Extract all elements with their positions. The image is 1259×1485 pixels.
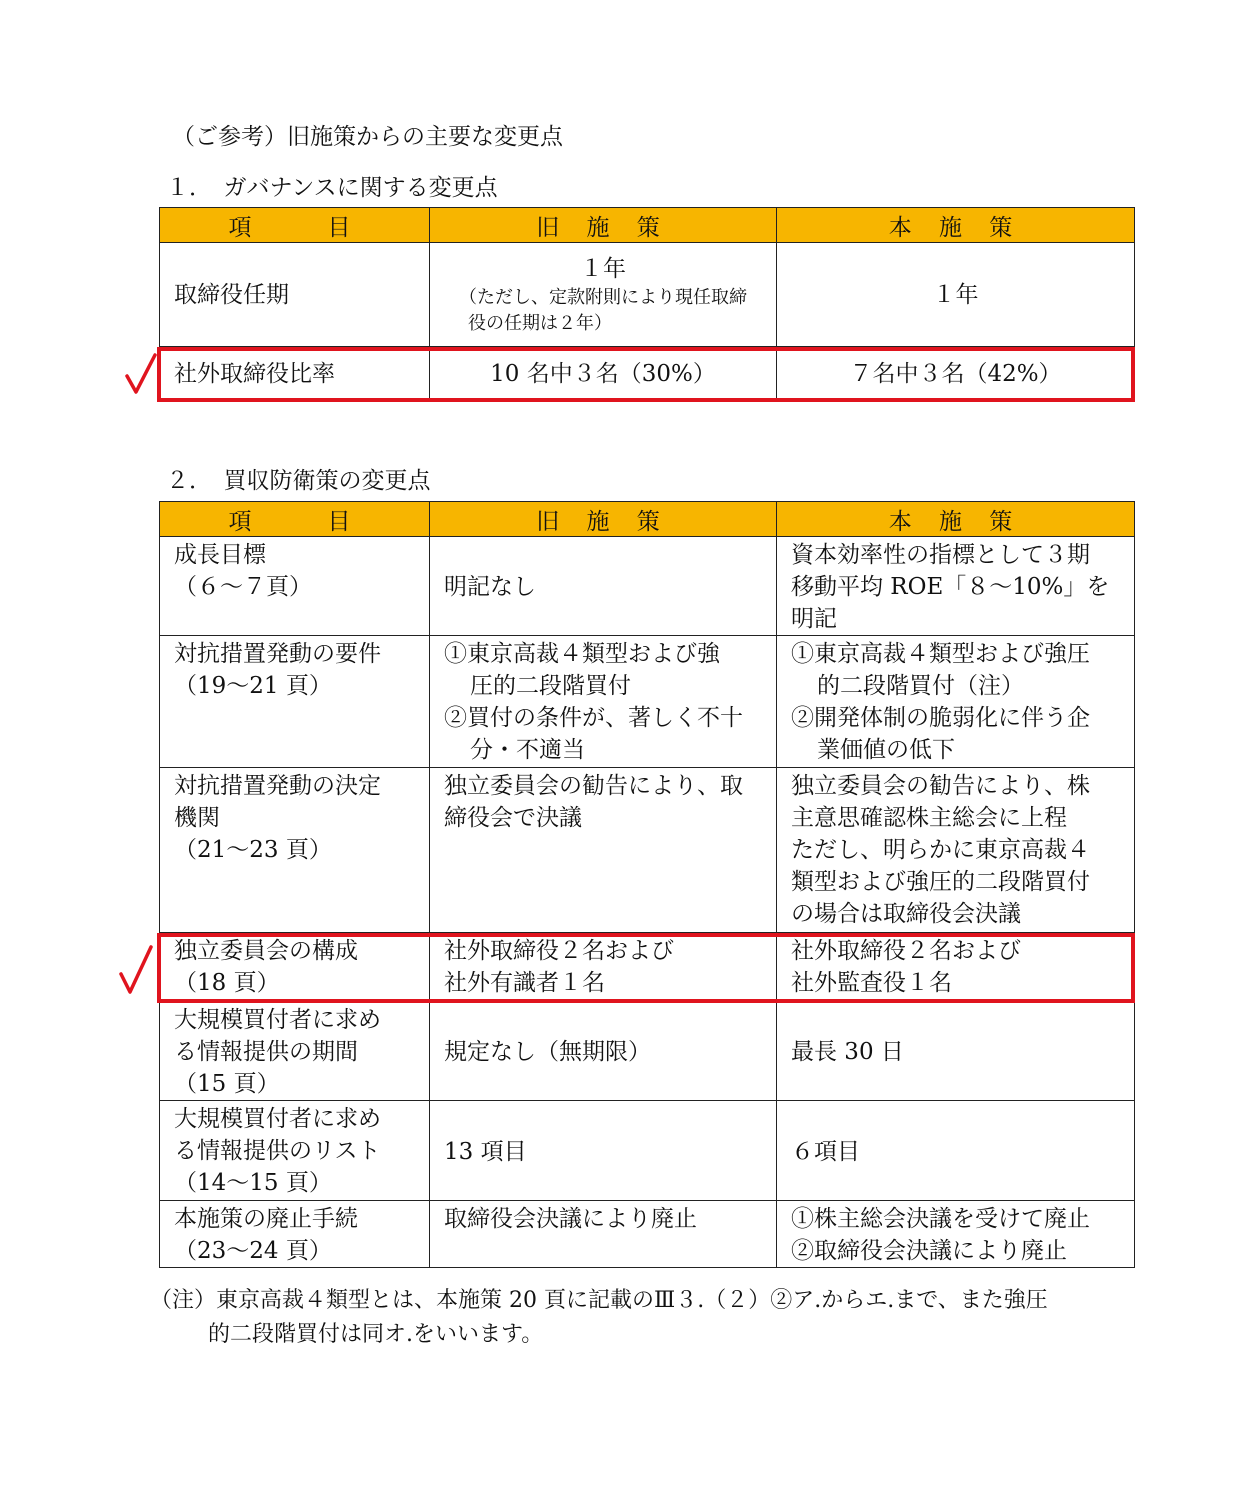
old-line: 圧的二段階買付: [470, 673, 631, 699]
new-line: ただし、明らかに東京高裁４: [791, 837, 1090, 863]
checkmark-icon: [118, 944, 154, 998]
new-line: ①東京高裁４類型および強圧: [791, 641, 1090, 667]
old-cell: [430, 1201, 777, 1268]
old-cell: [430, 537, 777, 636]
old-line: 独立委員会の勧告により、取: [444, 773, 743, 799]
item-line: （18 頁）: [174, 970, 280, 996]
defense-table: [159, 501, 1135, 1268]
new-line: 独立委員会の勧告により、株: [791, 773, 1090, 799]
old-sub2: 役の任期は２年）: [468, 312, 612, 334]
new-line: 主意思確認株主総会に上程: [791, 805, 1067, 831]
new-line: 資本効率性の指標として３期: [791, 542, 1090, 568]
header-old: 旧 施 策: [430, 208, 777, 243]
old-line: 明記なし: [444, 574, 536, 600]
item-line: （15 頁）: [174, 1071, 280, 1097]
table-row: [160, 1002, 1135, 1101]
new-line: の場合は取締役会決議: [791, 901, 1021, 927]
old-line: 分・不適当: [470, 737, 585, 763]
item-line: 機関: [174, 805, 220, 831]
old-line: 社外取締役２名および: [444, 938, 674, 964]
old-cell: [430, 1101, 777, 1201]
item-line: る情報提供の期間: [174, 1039, 358, 1065]
old-line: 社外有識者１名: [444, 970, 605, 996]
new-cell: [777, 636, 1135, 768]
old-main: １年: [580, 255, 626, 282]
item-cell: [160, 537, 430, 636]
item-cell: [160, 768, 430, 933]
section2-title: ２． 買収防衛策の変更点: [166, 468, 431, 494]
item-line: 成長目標: [174, 542, 266, 568]
highlight-box: [157, 933, 1135, 1003]
old-cell: [430, 243, 777, 347]
new-line: 明記: [791, 606, 837, 632]
header-new: 本 施 策: [777, 502, 1135, 537]
table-row: [160, 537, 1135, 636]
table-row: [160, 636, 1135, 768]
footnote-line1: 東京高裁４類型とは、本施策 20 頁に記載のⅢ３.（２）②ア.からエ.まで、また強圧: [216, 1288, 1048, 1313]
item-line: 大規模買付者に求め: [174, 1106, 381, 1132]
footnote: [150, 1284, 1150, 1352]
item-line: （６～７頁）: [174, 574, 312, 600]
new-line: ①株主総会決議を受けて廃止: [791, 1206, 1090, 1232]
new-cell: [777, 537, 1135, 636]
section1-title: １． ガバナンスに関する変更点: [166, 175, 498, 201]
new-cell: [777, 1101, 1135, 1201]
item-cell: [160, 1201, 430, 1268]
item-line: （23～24 頁）: [174, 1238, 332, 1264]
new-line: 類型および強圧的二段階買付: [791, 869, 1090, 895]
new-cell: [777, 1002, 1135, 1101]
old-line: ②買付の条件が、著しく不十: [444, 705, 743, 731]
new-line: 移動平均 ROE「８～10%」を: [791, 574, 1110, 600]
item-cell: [160, 636, 430, 768]
old-line: ①東京高裁４類型および強: [444, 641, 720, 667]
checkmark-icon: [124, 352, 158, 398]
header-new: 本 施 策: [777, 208, 1135, 243]
new-line: 社外取締役２名および: [791, 938, 1021, 964]
item-cell: 取締役任期: [160, 243, 430, 347]
old-line: 規定なし（無期限）: [444, 1039, 651, 1065]
item-line: （21～23 頁）: [174, 837, 332, 863]
item-cell: 社外取締役比率: [160, 347, 430, 401]
new-line: 的二段階買付（注）: [817, 673, 1024, 699]
item-line: 本施策の廃止手続: [174, 1206, 358, 1232]
item-cell: [160, 1002, 430, 1101]
header-old: 旧 施 策: [430, 502, 777, 537]
header-item: 項 目: [160, 502, 430, 537]
table-row: [160, 243, 1135, 347]
new-line: ②開発体制の脆弱化に伴う企: [791, 705, 1090, 731]
new-cell: １年: [777, 243, 1135, 347]
new-cell: ７名中３名（42%）: [777, 347, 1135, 401]
item-line: 独立委員会の構成: [174, 938, 358, 964]
item-line: る情報提供のリスト: [174, 1138, 381, 1164]
highlight-box: [157, 347, 1135, 402]
table-row: [160, 1101, 1135, 1201]
item-line: 対抗措置発動の決定: [174, 773, 381, 799]
new-line: 最長 30 日: [791, 1039, 904, 1065]
item-line: （19～21 頁）: [174, 673, 332, 699]
old-cell: [430, 636, 777, 768]
table-row: [160, 1201, 1135, 1268]
old-line: 取締役会決議により廃止: [444, 1206, 697, 1232]
old-cell: 10 名中３名（30%）: [430, 347, 777, 401]
item-line: 対抗措置発動の要件: [174, 641, 381, 667]
new-line: ②取締役会決議により廃止: [791, 1238, 1067, 1264]
old-cell: [430, 768, 777, 933]
intro-heading: （ご参考）旧施策からの主要な変更点: [172, 124, 563, 150]
old-line: 締役会で決議: [444, 805, 582, 831]
new-line: ６項目: [791, 1138, 860, 1165]
item-line: 大規模買付者に求め: [174, 1007, 381, 1033]
item-line: （14～15 頁）: [174, 1170, 332, 1196]
header-item: 項 目: [160, 208, 430, 243]
footnote-label: （注）: [150, 1288, 217, 1313]
old-line: 13 項目: [444, 1138, 527, 1165]
old-sub1: （ただし、定款附則により現任取締: [459, 286, 747, 308]
new-cell: [777, 1201, 1135, 1268]
footnote-line2: 的二段階買付は同オ.をいいます。: [208, 1322, 544, 1347]
old-cell: [430, 1002, 777, 1101]
new-line: 社外監査役１名: [791, 970, 952, 996]
new-cell: [777, 768, 1135, 933]
item-cell: [160, 1101, 430, 1201]
table-row: [160, 768, 1135, 933]
new-line: 業価値の低下: [817, 737, 955, 763]
